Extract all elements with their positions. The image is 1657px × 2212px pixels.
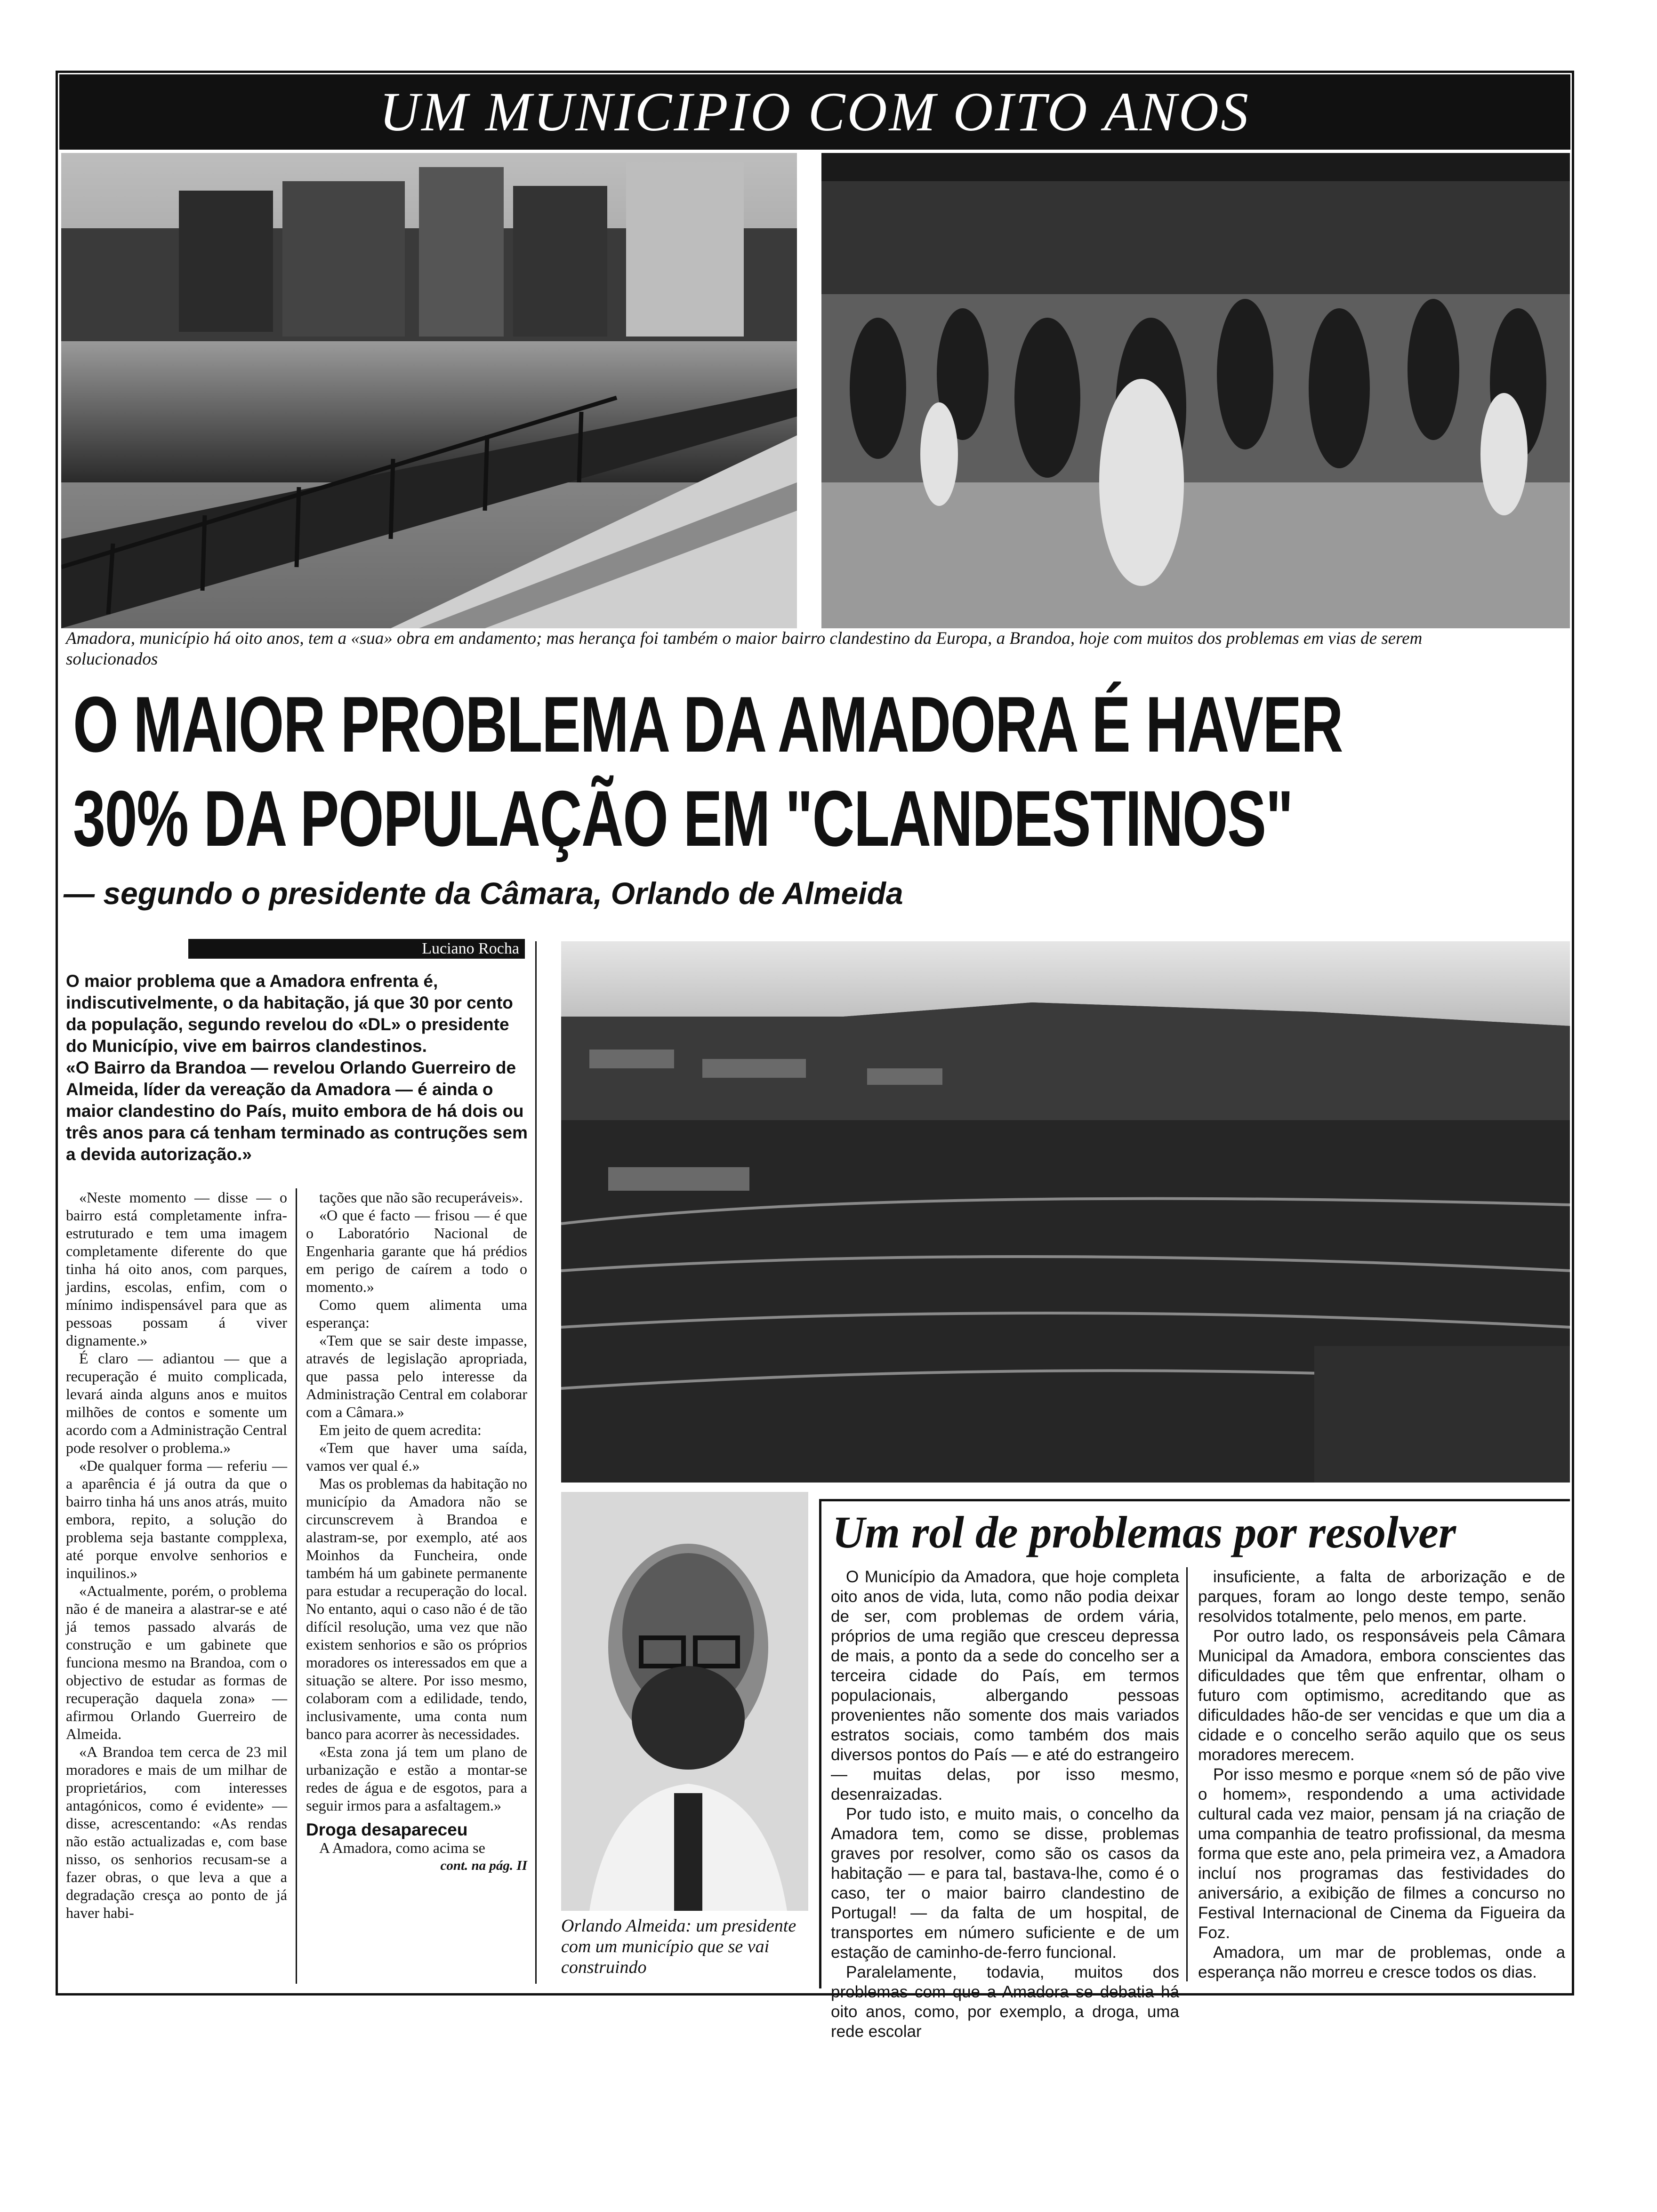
section-banner: UM MUNICIPIO COM OITO ANOS bbox=[59, 74, 1570, 150]
lead-paragraph-1: O maior problema que a Amadora enfrenta é, indiscutivelmente, o da habitação, já que 30 por cento da população, segundo revelou do «DL» o presidente do Município, vive em bairros clandestinos. bbox=[66, 971, 513, 1056]
box-border-left bbox=[819, 1499, 821, 1988]
photo-bridge-river bbox=[61, 153, 797, 628]
box-border-top bbox=[819, 1499, 1570, 1501]
paragraph: Por outro lado, os responsáveis pela Câmara Municipal da Amadora, embora conscientes das dificuldades que têm que enfrentar, olham o futuro com optimismo, acreditando que as dificuldades hão-de ser vencidas e que um dia a cidade e o concelho serão aquilo que os seus moradores merecem. bbox=[1198, 1627, 1565, 1764]
paragraph: Por tudo isto, e muito mais, o concelho da Amadora tem, como se disse, problemas graves por resolver, como são os casos da habitação — e para tal, bastava-lhe, como é o caso, ter o maior bairro clandestino de Portugal! — da falta de um hospital, de transportes em número suficiente e de um estação de caminho-de-ferro funcional. bbox=[831, 1805, 1179, 1962]
byline: Luciano Rocha bbox=[188, 939, 525, 959]
photo-portrait-orlando-almeida bbox=[561, 1492, 808, 1911]
section-subtitle: Droga desapareceu bbox=[306, 1820, 468, 1839]
paragraph: «Tem que se sair deste impasse, através de legislação apropriada, que passa pelo interesse da Administração Central em colaborar com a Câmara.» bbox=[306, 1332, 527, 1420]
subheadline: — segundo o presidente da Câmara, Orlando de Almeida bbox=[64, 876, 903, 911]
article-column-1 bbox=[66, 1188, 287, 1922]
paragraph: «O que é facto — frisou — é que o Laboratório Nacional de Engenharia garante que há prédios em perigo de caírem a todo o momento.» bbox=[306, 1207, 527, 1295]
paragraph: tações que não são recuperáveis». bbox=[319, 1189, 523, 1206]
photo-caption-top: Amadora, município há oito anos, tem a «sua» obra em andamento; mas herança foi também o maior bairro clandestino da Europa, a Brandoa, hoje com muitos dos problemas em vias de serem solucionados bbox=[66, 629, 1423, 669]
column-rule bbox=[1186, 1567, 1188, 1981]
paragraph: A Amadora, como acima se bbox=[319, 1839, 485, 1856]
lead-paragraph-2: «O Bairro da Brandoa — revelou Orlando Guerreiro de Almeida, líder da vereação da Amadora — é ainda o maior clandestino do País, muito embora de há dois ou três anos para cá tenham terminado as contruções sem a devida autorização.» bbox=[66, 1058, 528, 1164]
photo-crowd bbox=[821, 153, 1570, 628]
box-column-2 bbox=[1198, 1567, 1565, 1982]
column-rule bbox=[296, 1188, 297, 1984]
box-column-1 bbox=[831, 1567, 1179, 2042]
paragraph: É claro — adiantou — que a recuperação é muito complicada, levará ainda alguns anos e muitos milhões de contos e somente um acordo com a Administração Central pode resolver o problema.» bbox=[66, 1350, 287, 1456]
portrait-caption: Orlando Almeida: um presidente com um município que se vai construindo bbox=[561, 1916, 796, 1977]
paragraph: insuficiente, a falta de arborização e de parques, foram ao longo deste tempo, senão resolvidos totalmente, pelo menos, em parte. bbox=[1198, 1568, 1565, 1626]
headline-line-2: 30% DA POPULAÇÃO EM "CLANDESTINOS" bbox=[73, 774, 1293, 863]
article-column-2 bbox=[306, 1188, 527, 1875]
paragraph: Como quem alimenta uma esperança: bbox=[306, 1296, 527, 1331]
paragraph: «De qualquer forma — referiu — a aparência é já outra da que o bairro tinha há uns anos atrás, muito embora, repito, a solução do problema seja bastante compplexa, até porque envolve senhorios e inquilinos.» bbox=[66, 1457, 287, 1581]
paragraph: Em jeito de quem acredita: bbox=[319, 1421, 482, 1438]
paragraph: Por isso mesmo e porque «nem só de pão vive o homem», respondendo a uma actividade cultural cada vez maior, pensam já na criação de uma companhia de teatro profissional, da mesma forma que este ano, pela primeira vez, a Amadora incluí nos programas das festividades do aniversário, a exibição de filmes a concurso no Festival Internacional de Cinema da Figueira da Foz. bbox=[1198, 1765, 1565, 1942]
headline-line-1: O MAIOR PROBLEMA DA AMADORA É HAVER bbox=[73, 680, 1343, 769]
lead-paragraph bbox=[66, 970, 532, 1165]
column-rule bbox=[535, 941, 537, 1984]
continued-note: cont. na pág. II bbox=[440, 1858, 527, 1873]
paragraph: O Município da Amadora, que hoje completa oito anos de vida, luta, como não podia deixar de ser, com problemas de ordem vária, próprios de uma região que cresceu depressa de mais, a ponto da a sede do concelho ser a terceira cidade do País, em termos populacionais, albergando pessoas provenientes não somente dos mais variados estratos sociais, como também dos mais diversos pontos do País — e até do estrangeiro — muitas delas, por isso mesmo, desenraizadas. bbox=[831, 1568, 1179, 1803]
paragraph: «Actualmente, porém, o problema não é de maneira a alastrar-se e até já temos passado alvarás de construção e um gabinete que funciona mesmo na Brandoa, com o objectivo de estudar as formas de recuperação daquela zona» — afirmou Orlando Guerreiro de Almeida. bbox=[66, 1582, 287, 1742]
paragraph: «Esta zona já tem um plano de urbanização e estão a montar-se redes de água e de esgotos, para a seguir irmos para a asfaltagem.» bbox=[306, 1743, 527, 1814]
paragraph: Mas os problemas da habitação no município da Amadora não se circunscrevem à Brandoa e alastram-se, por exemplo, até aos Moinhos da Funcheira, onde também há um gabinete permanente para estudar a recuperação do local. No entanto, aqui o caso não é de tão difícil resolução, uma vez que não existem senhorios e são os próprios moradores os interessados em que a situação se altere. Por isso mesmo, colaboram com a edilidade, tendo, inclusivamente, uma conta num banco para acorrer às necessidades. bbox=[306, 1475, 527, 1742]
paragraph: Paralelamente, todavia, muitos dos problemas com que a Amadora se debatia há oito anos, como, por exemplo, a droga, uma rede escolar bbox=[831, 1963, 1179, 2041]
paragraph: Amadora, um mar de problemas, onde a esperança não morreu e cresce todos os dias. bbox=[1198, 1943, 1565, 1981]
paragraph: «A Brandoa tem cerca de 23 mil moradores e mais de um milhar de proprietários, com interesses antagónicos, como é evidente» — disse, acrescentando: «As rendas não estão actualizadas e, com base nisso, os senhorios recusam-se a fazer obras, o que leva a que a degradação cresça ao ponto de já haver habi- bbox=[66, 1743, 287, 1921]
photo-aerial-city bbox=[561, 941, 1570, 1483]
paragraph: «Tem que haver uma saída, vamos ver qual é.» bbox=[306, 1439, 527, 1474]
box-title: Um rol de problemas por resolver bbox=[832, 1507, 1456, 1557]
paragraph: «Neste momento — disse — o bairro está completamente infra-estruturado e tem uma imagem completamente diferente do que tinha há oito anos, com parques, jardins, escolas, enfim, com o mínimo indispensável para que as pessoas possam á viver dignamente.» bbox=[66, 1189, 287, 1349]
